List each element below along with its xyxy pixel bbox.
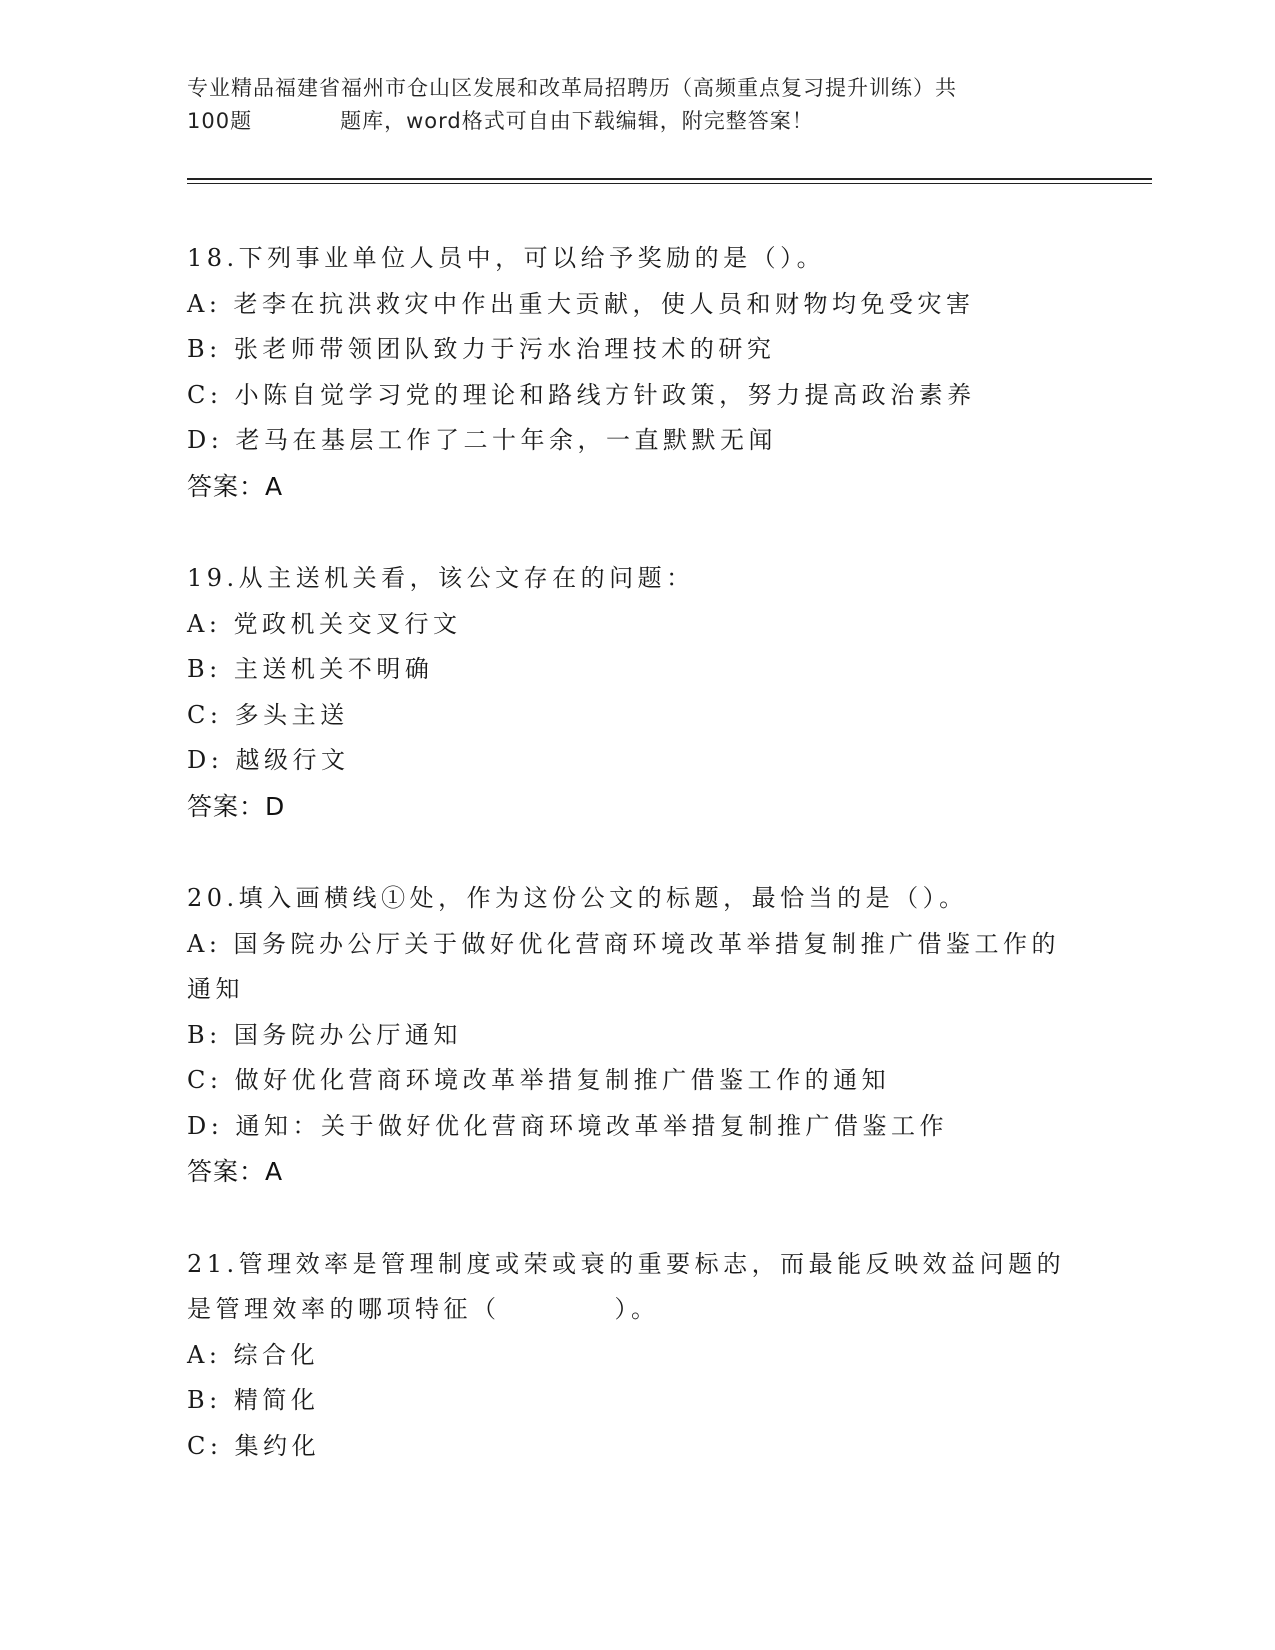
header-divider-thick — [187, 178, 1152, 180]
option-a: A: 党政机关交叉行文 — [187, 609, 462, 638]
option-c: C: 集约化 — [187, 1431, 321, 1460]
answer-label: 答案：A — [187, 471, 284, 501]
answer-label: 答案：A — [187, 1157, 284, 1186]
header-description: 题库，word格式可自由下载编辑，附完整答案！ — [340, 109, 814, 133]
header-count: 100题 — [187, 109, 253, 133]
question-stem: 19.从主送机关看，该公文存在的问题： — [187, 564, 695, 592]
option-c: C: 做好优化营商环境改革举措复制推广借鉴工作的通知 — [187, 1066, 891, 1094]
question-stem: 18.下列事业单位人员中，可以给予奖励的是（）。 — [187, 244, 826, 272]
question-21 — [187, 1242, 1087, 1470]
question-stem: 20.填入画横线①处，作为这份公文的标题，最恰当的是（）。 — [187, 884, 968, 912]
option-d: D: 老马在基层工作了二十年余，一直默默无闻 — [187, 426, 777, 454]
option-c: C: 多头主送 — [187, 700, 349, 729]
question-stem: 21.管理效率是管理制度或荣或衰的重要标志，而最能反映效益问题的是管理效率的哪项特征（ ）。 — [187, 1249, 1066, 1323]
option-b: B: 主送机关不明确 — [187, 655, 434, 683]
answer-label: 答案：D — [187, 791, 286, 821]
option-d: D: 通知：关于做好优化营商环境改革举措复制推广借鉴工作 — [187, 1111, 948, 1140]
header-line-2 — [187, 105, 1087, 138]
option-d: D: 越级行文 — [187, 746, 350, 774]
question-list — [187, 236, 1087, 1516]
option-b: B: 张老师带领团队致力于污水治理技术的研究 — [187, 335, 776, 363]
option-a: A: 综合化 — [187, 1340, 320, 1369]
question-19 — [187, 556, 1087, 829]
header-line-1: 专业精品福建省福州市仓山区发展和改革局招聘历（高频重点复习提升训练）共 — [187, 76, 957, 100]
option-b: B: 国务院办公厅通知 — [187, 1020, 462, 1049]
question-18 — [187, 236, 1087, 509]
option-c: C: 小陈自觉学习党的理论和路线方针政策，努力提高政治素养 — [187, 380, 976, 409]
option-a: A: 老李在抗洪救灾中作出重大贡献，使人员和财物均免受灾害 — [187, 289, 975, 318]
header-divider-thin — [187, 183, 1152, 184]
option-b: B: 精简化 — [187, 1386, 320, 1414]
question-20 — [187, 876, 1087, 1195]
option-a: A: 国务院办公厅关于做好优化营商环境改革举措复制推广借鉴工作的通知 — [187, 929, 1061, 1003]
document-header — [187, 72, 1087, 138]
